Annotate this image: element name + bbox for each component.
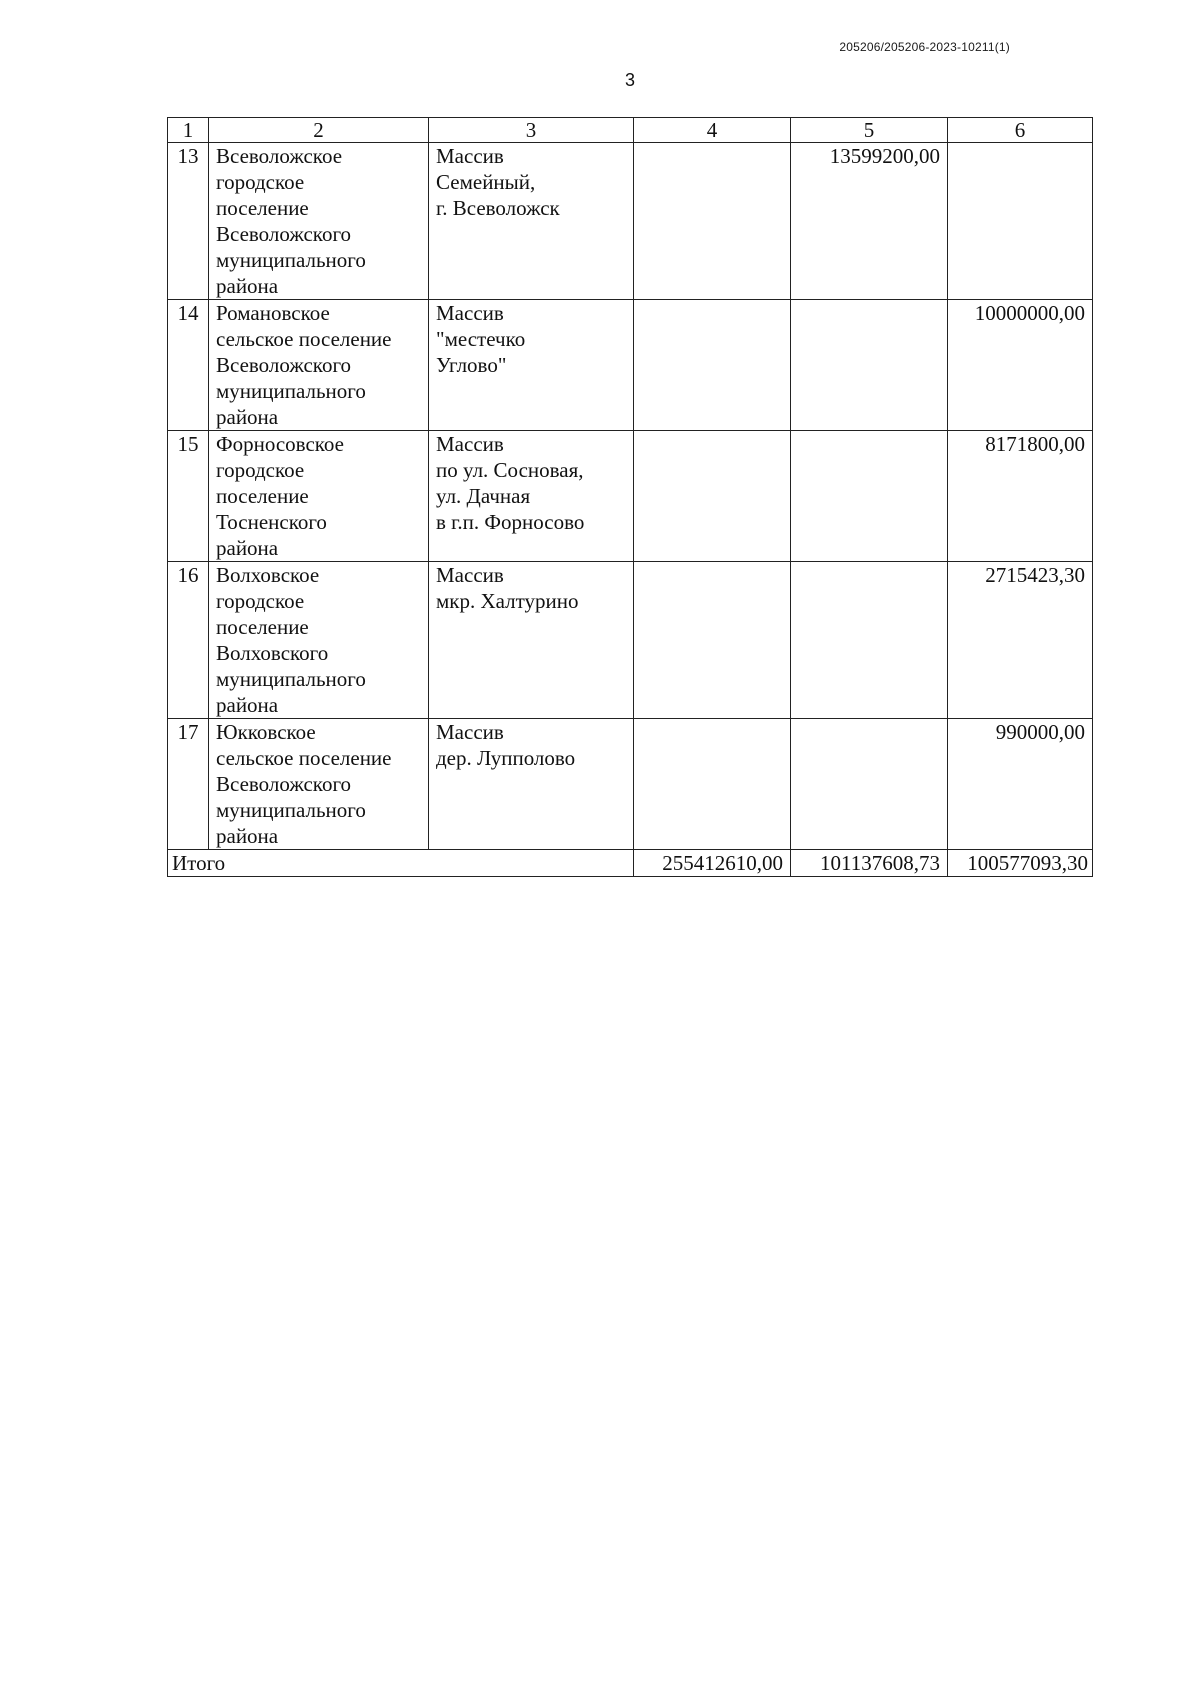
municipality-line: Тосненского xyxy=(216,510,327,534)
column-header: 2 xyxy=(209,118,429,143)
municipality-line: района xyxy=(216,824,279,848)
location-line: Массив xyxy=(436,432,504,456)
page-number: 3 xyxy=(625,70,636,90)
location-line: в г.п. Форносово xyxy=(436,510,585,534)
municipality-line: Форносовское xyxy=(216,432,344,456)
amount-col6: 8171800,00 xyxy=(948,431,1093,562)
location-line: по ул. Сосновая, xyxy=(436,458,584,482)
total-label: Итого xyxy=(168,850,634,877)
amount-col6: 2715423,30 xyxy=(948,562,1093,719)
municipality-line: района xyxy=(216,693,279,717)
amount-col4 xyxy=(634,300,791,431)
row-number: 17 xyxy=(168,719,209,850)
municipality-line: поселение xyxy=(216,484,309,508)
table-row xyxy=(168,300,1093,431)
municipality-line: поселение xyxy=(216,615,309,639)
municipality-line: муниципального xyxy=(216,667,366,691)
municipality-line: сельское поселение xyxy=(216,327,392,351)
amount-col6: 10000000,00 xyxy=(948,300,1093,431)
location-cell xyxy=(429,431,634,562)
municipality-line: Волховское xyxy=(216,563,320,587)
municipality-cell xyxy=(209,431,429,562)
municipality-line: городское xyxy=(216,458,305,482)
municipality-line: Романовское xyxy=(216,301,330,325)
document-id: 205206/205206-2023-10211(1) xyxy=(839,40,1010,54)
location-cell xyxy=(429,719,634,850)
amount-col6: 990000,00 xyxy=(948,719,1093,850)
total-row xyxy=(168,850,1093,877)
amount-col5 xyxy=(791,562,948,719)
column-header: 6 xyxy=(948,118,1093,143)
location-cell xyxy=(429,300,634,431)
location-line: Массив xyxy=(436,144,504,168)
municipality-line: района xyxy=(216,536,279,560)
row-number: 13 xyxy=(168,143,209,300)
municipality-line: Всеволожское xyxy=(216,144,343,168)
location-cell xyxy=(429,562,634,719)
total-col4: 255412610,00 xyxy=(634,850,791,877)
data-table xyxy=(167,117,1093,877)
municipality-cell xyxy=(209,719,429,850)
municipality-line: сельское поселение xyxy=(216,746,392,770)
municipality-line: района xyxy=(216,405,279,429)
column-header: 3 xyxy=(429,118,634,143)
total-col5: 101137608,73 xyxy=(791,850,948,877)
amount-col4 xyxy=(634,431,791,562)
location-line: мкр. Халтурино xyxy=(436,589,579,613)
location-line: г. Всеволожск xyxy=(436,196,560,220)
municipality-line: Всеволожского xyxy=(216,772,352,796)
municipality-line: Волховского xyxy=(216,641,329,665)
amount-col5 xyxy=(791,719,948,850)
municipality-line: муниципального xyxy=(216,379,366,403)
amount-col6 xyxy=(948,143,1093,300)
table-row xyxy=(168,719,1093,850)
amount-col5 xyxy=(791,300,948,431)
amount-col4 xyxy=(634,719,791,850)
location-line: дер. Лупполово xyxy=(436,746,576,770)
location-line: Массив xyxy=(436,563,504,587)
location-line: ул. Дачная xyxy=(436,484,531,508)
row-number: 14 xyxy=(168,300,209,431)
column-header: 5 xyxy=(791,118,948,143)
column-header: 4 xyxy=(634,118,791,143)
municipality-line: Юкковское xyxy=(216,720,316,744)
row-number: 15 xyxy=(168,431,209,562)
municipality-line: Всеволожского xyxy=(216,353,352,377)
location-line: Массив xyxy=(436,301,504,325)
municipality-line: поселение xyxy=(216,196,309,220)
municipality-line: Всеволожского xyxy=(216,222,352,246)
location-line: Массив xyxy=(436,720,504,744)
amount-col4 xyxy=(634,143,791,300)
row-number: 16 xyxy=(168,562,209,719)
municipality-cell xyxy=(209,562,429,719)
location-line: Семейный, xyxy=(436,170,536,194)
table-header-row xyxy=(168,118,1093,143)
table-row xyxy=(168,143,1093,300)
municipality-line: городское xyxy=(216,170,305,194)
column-header: 1 xyxy=(168,118,209,143)
municipality-line: муниципального xyxy=(216,798,366,822)
amount-col5: 13599200,00 xyxy=(791,143,948,300)
table-row xyxy=(168,431,1093,562)
location-line: "местечко xyxy=(436,327,526,351)
municipality-line: городское xyxy=(216,589,305,613)
municipality-cell xyxy=(209,143,429,300)
amount-col4 xyxy=(634,562,791,719)
municipality-line: муниципального xyxy=(216,248,366,272)
municipality-line: района xyxy=(216,274,279,298)
location-line: Углово" xyxy=(436,353,507,377)
total-col6: 100577093,30 xyxy=(948,850,1093,877)
location-cell xyxy=(429,143,634,300)
amount-col5 xyxy=(791,431,948,562)
municipality-cell xyxy=(209,300,429,431)
table-row xyxy=(168,562,1093,719)
